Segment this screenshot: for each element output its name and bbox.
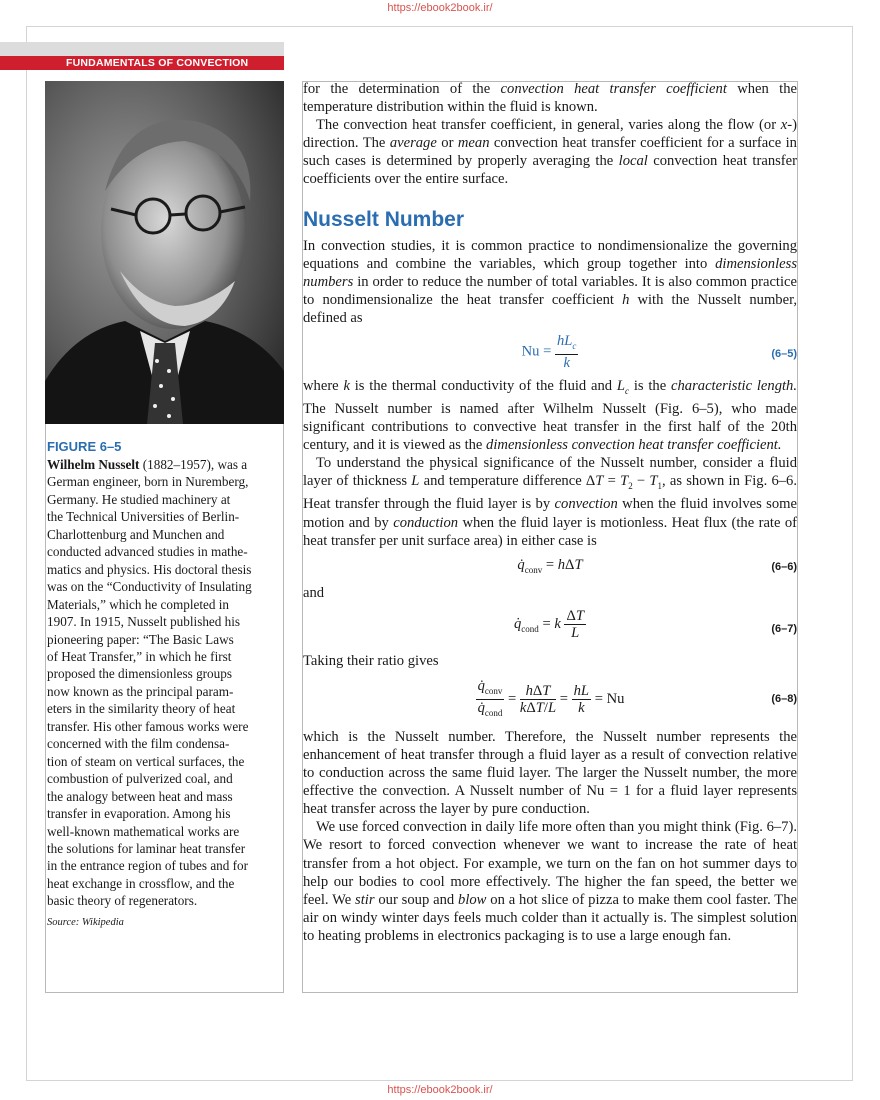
paragraph: where k is the thermal conductivity of the fluid and $L_c$ is the characteristic length. The Nusselt number is named after Wilhelm Nusselt (Fig. 6–5), who made significant contributions to convective heat transfer in the first half of the 20th century, and it is viewed as the dimensionless convection heat transfer coefficient. (303, 378, 798, 454)
watermark-bottom[interactable]: https://ebook2book.ir/ (387, 1084, 493, 1096)
equation-number: (6–5) (771, 348, 797, 361)
caption-line: conducted advanced studies in mathe- (47, 544, 248, 560)
paragraph: We use forced convection in daily life more often than you might think (Fig. 6–7). We resort to forced convection whenever we want to increase the rate of heat transfer from a hot object. For example, we turn on the fan on hot summer days to help our bodies to cool more effectively. The higher the fan speed, the better we feel. We stir our soup and blow on a hot slice of pizza to make them cool faster. The air on windy winter days feels much colder than it actually is. The simplest solution to heating problems in electronics packaging is to use a large enough fan. (303, 819, 797, 944)
caption-line: proposed the dimensionless groups (47, 666, 232, 682)
caption-line: the Technical Universities of Berlin- (47, 509, 240, 525)
paragraph: In convection studies, it is common practice to nondimensionalize the governing equations and combine the variables, which group together into dimensionless numbers in order to reduce the number of total variables. It is also common practice to nondimensionalize the heat transfer coefficient h with the Nusselt number, defined as (303, 237, 797, 326)
figure-source: Source: Wikipedia (47, 917, 124, 928)
caption-line: Germany. He studied machinery at (47, 491, 231, 507)
equation-6-7: $q̇_{cond} = k$ $\frac{\Delta T}{L}$ (6–7) (514, 607, 797, 641)
caption-name: Wilhelm Nusselt (47, 457, 140, 472)
caption-line: basic theory of regenerators. (47, 893, 198, 909)
paragraph: The convection heat transfer coefficient, in general, varies along the flow (or x-) direction. The average or mean convection heat transfer coefficient for a surface in such cases is determined by properly averaging the local convection heat transfer coefficients over the entire surface. (303, 117, 797, 188)
caption-line: the analogy between heat and mass (47, 788, 233, 804)
caption-line: transfer in evaporation. Among his (47, 806, 231, 822)
equation-number: (6–7) (771, 622, 797, 635)
paragraph: To understand the physical significance of the Nusselt number, consider a fluid layer of thickness L and temperature difference $\Delta T = T_2 - T_1$, as shown in Fig. 6–6. Heat transfer through the fluid layer is by convection when the fluid involves some motion and by conduction when the fluid layer is motionless. Heat flux (the rate of heat transfer per unit surface area) in either case is (303, 455, 798, 549)
main-text (303, 80, 797, 945)
caption-line: in the entrance region of tubes and for (47, 858, 249, 874)
header-gray-band (0, 42, 284, 56)
caption-line: 1907. In 1915, Nusselt published his (47, 614, 241, 630)
caption-line: eters in the similarity theory of heat (47, 701, 236, 717)
caption-line: Materials,” which he completed in (47, 596, 229, 612)
equation-6-6: $q̇_{conv} = h\Delta T$ (6–6) (517, 556, 797, 575)
caption-line: transfer. His other famous works were (47, 718, 249, 734)
caption-line: concerned with the film condensa- (47, 736, 230, 752)
paragraph: and (303, 584, 325, 601)
caption-line: pioneering paper: “The Basic Laws (47, 631, 234, 647)
caption-line: Charlottenburg and Munchen and (47, 526, 225, 542)
caption-line: of Heat Transfer,” in which he first (47, 648, 232, 664)
caption-line: was on the “Conductivity of Insulating (47, 579, 252, 595)
equation-6-5: Nu = $\frac{hL_c}{k}$ (6–5) (521, 333, 797, 371)
figure-label: FIGURE 6–5 (47, 439, 122, 454)
caption-line: combustion of pulverized coal, and (47, 771, 233, 787)
caption-line: well-known mathematical works are (47, 823, 240, 839)
caption-line: tion of steam on vertical surfaces, the (47, 753, 245, 769)
paragraph: which is the Nusselt number. Therefore, the Nusselt number represents the enhancement of heat transfer through a fluid layer as a result of convection relative to conduction across the same fluid layer. The larger the Nusselt number, the more effective the convection. A Nusselt number of Nu = 1 for a fluid layer represents heat transfer across the layer by pure conduction. (303, 728, 797, 818)
caption-line: now known as the principal param- (47, 683, 234, 699)
portrait-photo (45, 81, 284, 424)
running-header: FUNDAMENTALS OF CONVECTION (66, 57, 249, 69)
caption-line: the solutions for laminar heat transfer (47, 840, 246, 856)
caption-line: German engineer, born in Nuremberg, (47, 474, 249, 490)
watermark-top[interactable]: https://ebook2book.ir/ (387, 2, 493, 14)
paragraph: Taking their ratio gives (303, 652, 439, 669)
figure-caption (47, 456, 283, 910)
equation-6-8: $\frac{q̇_{conv}}{q̇_{cond}}$ = $\frac{\text{hΔT}}{\text{kΔT/L}}$ = $\frac{hL}{k}$ = Nu (6–8) (477, 677, 797, 718)
caption-line: heat exchange in crossflow, and the (47, 875, 235, 891)
caption-line: (1882–1957), was a (139, 457, 248, 472)
equation-number: (6–8) (771, 692, 797, 705)
section-heading: Nusselt Number (303, 207, 465, 231)
paragraph: for the determination of the convection heat transfer coefficient when the temperature distribution within the fluid is known. (303, 81, 797, 116)
caption-line: matics and physics. His doctoral thesis (47, 561, 252, 577)
equation-number: (6–6) (771, 560, 797, 573)
